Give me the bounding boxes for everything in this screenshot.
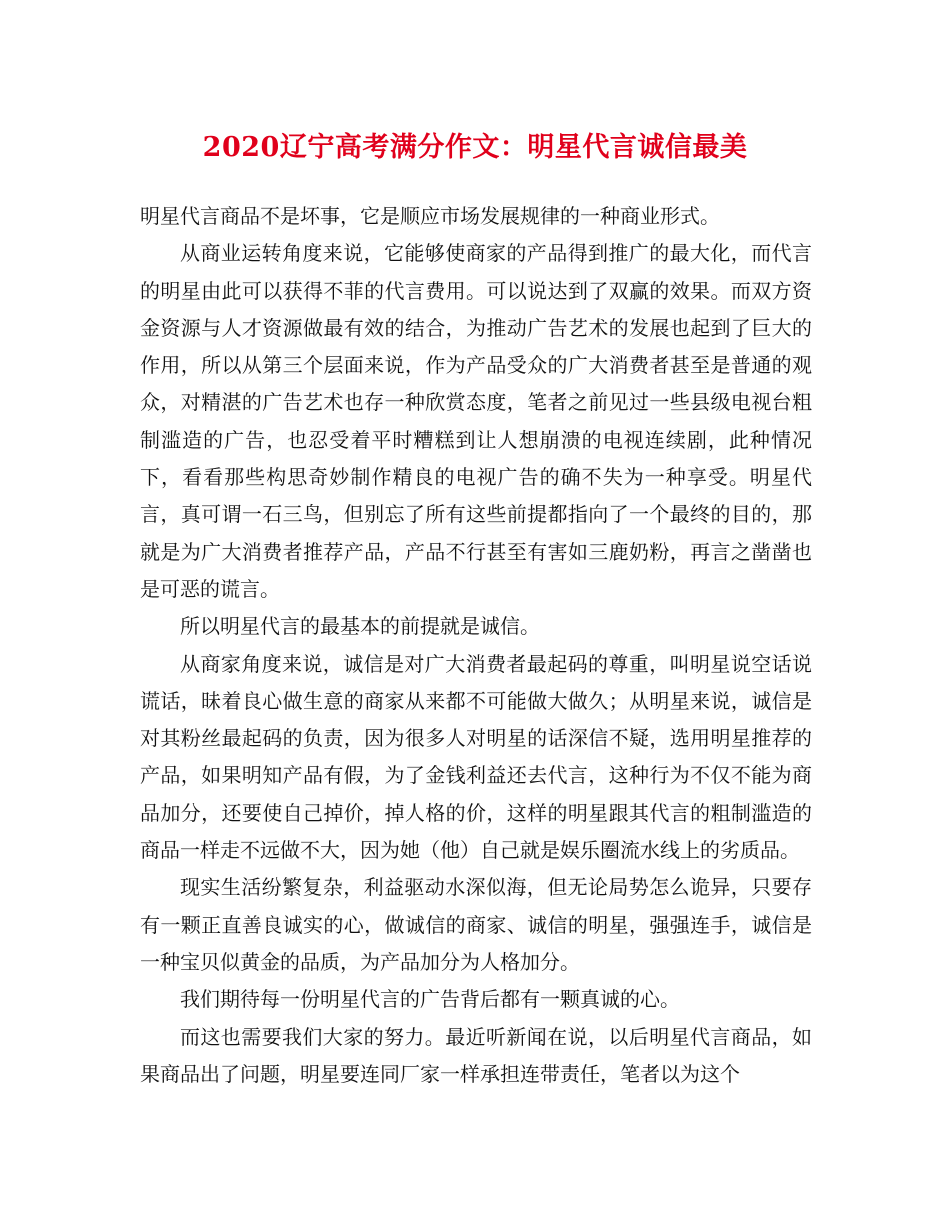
paragraph: 而这也需要我们大家的努力。最近听新闻在说，以后明星代言商品，如果商品出了问题，明星要连同厂家一样承担连带责任，笔者以为这个 [140, 1024, 812, 1086]
document-title: 2020辽宁高考满分作文：明星代言诚信最美 [202, 132, 748, 163]
document-body [140, 198, 812, 1093]
paragraph: 明星代言商品不是坏事，它是顺应市场发展规律的一种商业形式。 [140, 204, 720, 228]
paragraph: 从商业运转角度来说，它能够使商家的产品得到推广的最大化，而代言的明星由此可以获得不菲的代言费用。可以说达到了双赢的效果。而双方资金资源与人才资源做最有效的结合，为推动广告艺术的发展也起到了巨大的作用，所以从第三个层面来说，作为产品受众的广大消费者甚至是普通的观众，对精湛的广告艺术也存一种欣赏态度，笔者之前见过一些县级电视台粗制滥造的广告，也忍受着平时糟糕到让人想崩溃的电视连续剧，此种情况下，看看那些构思奇妙制作精良的电视广告的确不失为一种享受。明星代言，真可谓一石三鸟，但别忘了所有这些前提都指向了一个最终的目的，那就是为广大消费者推荐产品，产品不行甚至有害如三鹿奶粉，再言之凿凿也是可恶的谎言。 [140, 241, 812, 601]
paragraph: 现实生活纷繁复杂，利益驱动水深似海，但无论局势怎么诡异，只要存有一颗正直善良诚实的心，做诚信的商家、诚信的明星，强强连手，诚信是一种宝贝似黄金的品质，为产品加分为人格加分。 [140, 875, 812, 974]
paragraph: 我们期待每一份明星代言的广告背后都有一颗真诚的心。 [180, 987, 680, 1012]
paragraph: 从商家角度来说，诚信是对广大消费者最起码的尊重，叫明星说空话说谎话，昧着良心做生意的商家从来都不可能做大做久；从明星来说，诚信是对其粉丝最起码的负责，因为很多人对明星的话深信不疑，选用明星推荐的产品，如果明知产品有假，为了金钱利益还去代言，这种行为不仅不能为商品加分，还要使自己掉价，掉人格的价，这样的明星跟其代言的粗制滥造的商品一样走不远做不大，因为她（他）自己就是娱乐圈流水线上的劣质品。 [140, 651, 812, 863]
paragraph: 所以明星代言的最基本的前提就是诚信。 [180, 614, 540, 639]
